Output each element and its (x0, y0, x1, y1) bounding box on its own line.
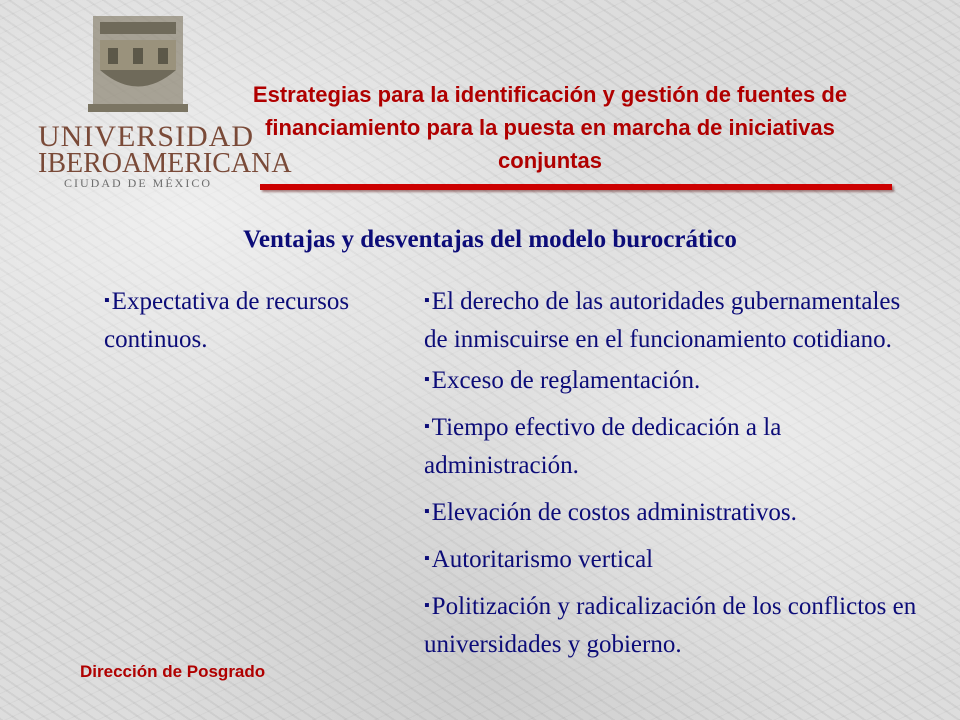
list-item-text: Elevación de costos administrativos. (431, 499, 797, 526)
list-item (424, 587, 924, 664)
list-item (424, 408, 924, 485)
title-divider (260, 184, 892, 190)
disadvantages-list (424, 282, 924, 672)
section-heading: Ventajas y desventajas del modelo burocrático (243, 226, 737, 253)
bullet-icon: ▪ (104, 292, 110, 309)
list-item (424, 493, 924, 532)
bullet-icon: ▪ (424, 292, 430, 309)
list-item (104, 282, 384, 359)
list-item-text: Expectativa de recursos continuos. (104, 288, 350, 353)
logo-wordmark-line1: UNIVERSIDAD (38, 120, 254, 153)
logo-wordmark-line3: CIUDAD DE MÉXICO (64, 176, 212, 190)
footer-label: Dirección de Posgrado (80, 662, 266, 681)
list-item-text: El derecho de las autoridades gubernamentales de inmiscuirse en el funcionamiento cotidiano. (424, 288, 901, 353)
list-item (424, 282, 924, 359)
list-item-text: Exceso de reglamentación. (431, 367, 701, 394)
list-item-text: Politización y radicalización de los conflictos en universidades y gobierno. (424, 593, 917, 658)
university-logo (38, 8, 292, 190)
list-item (424, 540, 924, 579)
bullet-icon: ▪ (424, 550, 430, 567)
bullet-icon: ▪ (424, 597, 430, 614)
bullet-icon: ▪ (424, 371, 430, 388)
list-item-text: Autoritarismo vertical (431, 546, 654, 573)
logo-wordmark-line2: IBEROAMERICANA (38, 148, 292, 179)
logo-emblem-icon (38, 8, 238, 118)
bullet-icon: ▪ (424, 503, 430, 520)
list-item-text: Tiempo efectivo de dedicación a la administración. (424, 414, 782, 479)
advantages-list (104, 282, 384, 361)
list-item (424, 361, 924, 400)
slide-title: Estrategias para la identificación y gestión de fuentes de financiamiento para la puesta en marcha de iniciativas conjuntas (252, 82, 848, 173)
bullet-icon: ▪ (424, 418, 430, 435)
